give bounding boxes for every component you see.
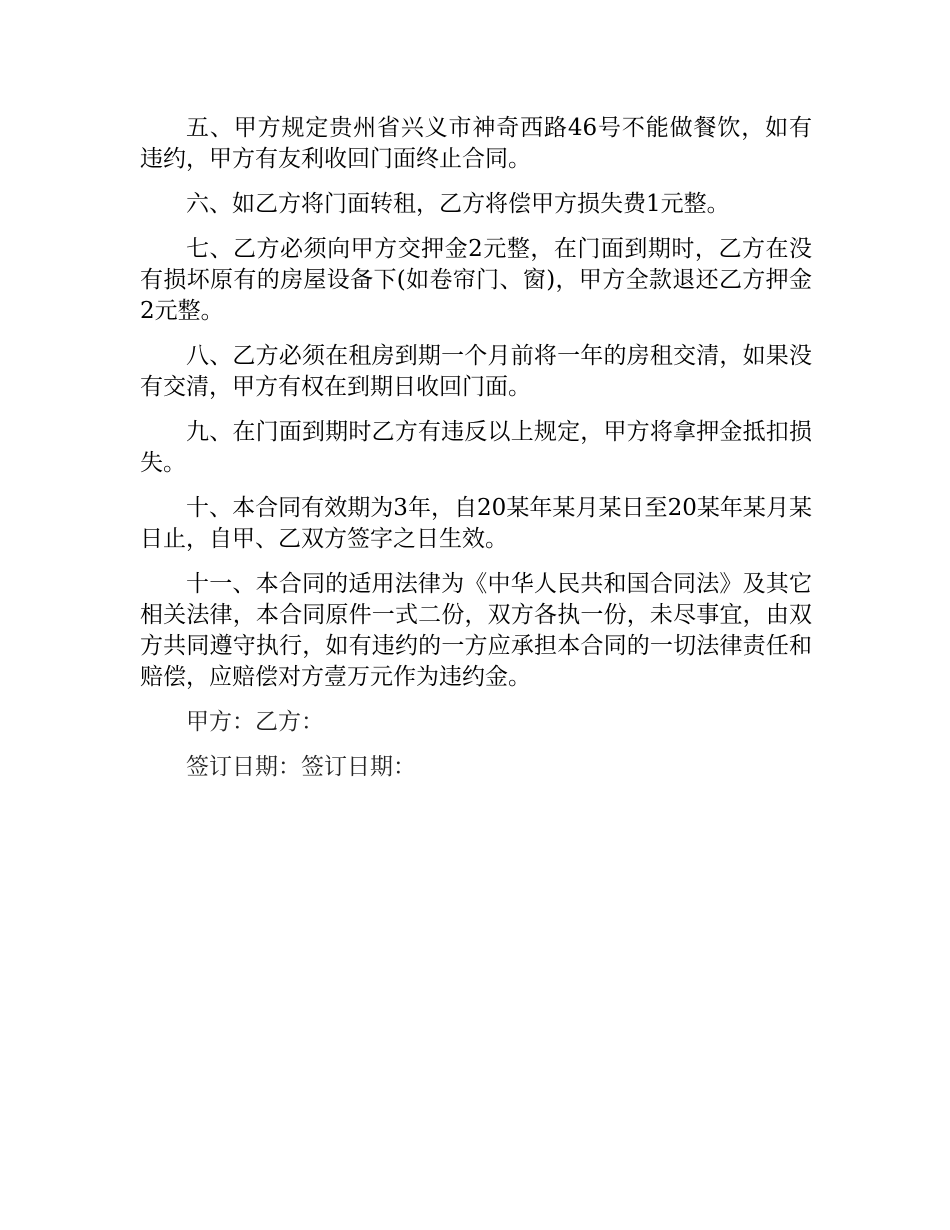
clause-8: 八、乙方必须在租房到期一个月前将一年的房租交清，如果没有交清，甲方有权在到期日收回门面。 [140, 343, 812, 400]
clause-9: 九、在门面到期时乙方有违反以上规定，甲方将拿押金抵扣损失。 [140, 419, 812, 476]
clause-6: 六、如乙方将门面转租，乙方将偿甲方损失费1元整。 [186, 191, 730, 217]
signature-parties: 甲方：乙方： [186, 709, 324, 735]
clause-5: 五、甲方规定贵州省兴义市神奇西路46号不能做餐饮，如有违约，甲方有友利收回门面终止合同。 [140, 115, 812, 172]
signature-dates: 签订日期：签订日期： [186, 754, 416, 780]
document-body [140, 113, 812, 797]
clause-7: 七、乙方必须向甲方交押金2元整，在门面到期时，乙方在没有损坏原有的房屋设备下(如卷帘门、窗)，甲方全款退还乙方押金2元整。 [140, 236, 812, 324]
clause-11: 十一、本合同的适用法律为《中华人民共和国合同法》及其它相关法律，本合同原件一式二份，双方各执一份，未尽事宜，由双方共同遵守执行，如有违约的一方应承担本合同的一切法律责任和赔偿，应赔偿对方壹万元作为违约金。 [140, 571, 812, 690]
clause-10: 十、本合同有效期为3年，自20某年某月某日至20某年某月某日止，自甲、乙双方签字之日生效。 [140, 495, 812, 552]
